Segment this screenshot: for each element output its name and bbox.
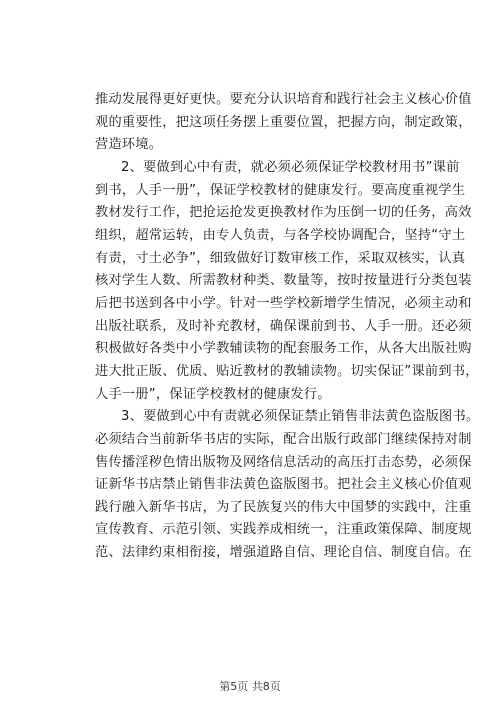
text-line: 进大批正版、优质、贴近教材的教辅读物。切实保证”课前到书， (95, 363, 479, 379)
paragraph-start-line: 3、要做到心中有责就必须保证禁止销售非法黄色盗版图书。 (121, 409, 480, 425)
body-text (95, 89, 480, 565)
text-line: 有责，寸土必争”，细致做好订数审核工作，采取双核实，认真 (95, 250, 466, 266)
page-number-footer: 第5页 共8页 (219, 680, 281, 693)
paragraph-start-line: 2、要做到心中有责，就必须必须保证学校教材用书”课前 (121, 159, 460, 175)
text-line: 宣传教育、示范引领、实践养成相统一，注重政策保障、制度规 (95, 522, 472, 538)
text-line: 证新华书店禁止销售非法黄色盗版图书。把社会主义核心价值观 (95, 477, 472, 493)
text-line: 必须结合当前新华书店的实际，配合出版行政部门继续保持对制 (95, 431, 472, 447)
text-line: 营造环境。 (95, 137, 163, 153)
text-line: 推动发展得更好更快。要充分认识培育和践行社会主义核心价值 (95, 92, 472, 107)
text-line: 售传播淫秽色情出版物及网络信息活动的高压打击态势，必须保 (95, 454, 472, 470)
text-line: 践行融入新华书店，为了民族复兴的伟大中国梦的实践中，注重 (95, 499, 472, 515)
text-line: 出版社联系，及时补充教材，确保课前到书、人手一册。还必须 (95, 318, 472, 334)
text-line: 人手一册”，保证学校教材的健康发行。 (95, 386, 331, 402)
text-line: 范、法律约束相衔接，增强道路自信、理论自信、制度自信。在 (95, 545, 472, 561)
text-line: 积极做好各类中小学教辅读物的配套服务工作，从各大出版社购 (95, 341, 472, 357)
text-line: 组织，超常运转，由专人负责，与各学校协调配合，坚持“守土 (95, 227, 466, 243)
text-line: 到书，人手一册”，保证学校教材的健康发行。要高度重视学生 (95, 182, 466, 198)
text-line: 教材发行工作，把抢运抢发更换教材作为压倒一切的任务，高效 (95, 205, 472, 221)
text-line: 后把书送到各中小学。针对一些学校新增学生情况，必须主动和 (95, 295, 472, 311)
text-line: 核对学生人数、所需教材种类、数量等，按时按量进行分类包装 (95, 273, 472, 289)
text-line: 观的重要性，把这项任务摆上重要位置，把握方向，制定政策， (95, 114, 472, 130)
